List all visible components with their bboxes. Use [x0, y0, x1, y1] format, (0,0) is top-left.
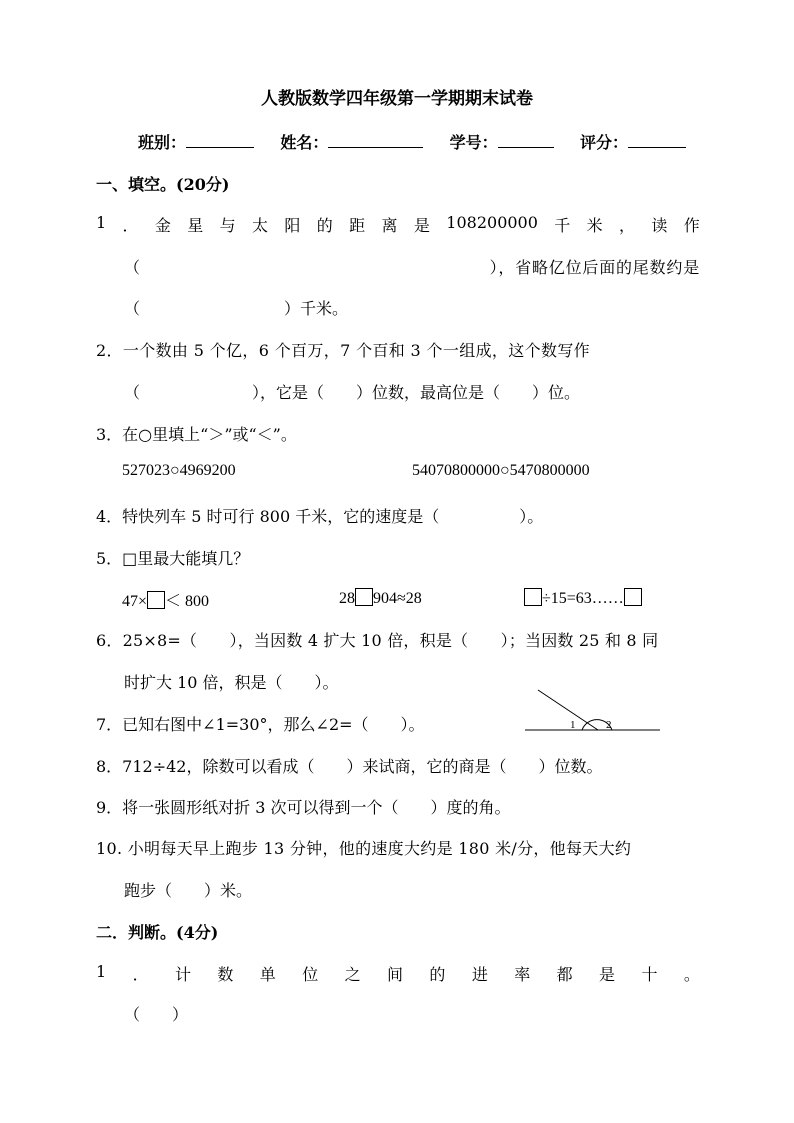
- q5-text: 5．□里最大能填几？: [96, 549, 250, 568]
- student-info-row: [138, 130, 686, 153]
- page-title: 人教版数学四年级第一学期期末试卷: [261, 89, 533, 109]
- s2-q1-token: 单: [259, 965, 276, 984]
- answer-box[interactable]: [147, 591, 165, 609]
- q4-text: 4．特快列车 5 时可行 800 千米，它的速度是（ ）。: [96, 507, 544, 526]
- class-field[interactable]: [138, 130, 254, 153]
- class-label: 班别：: [138, 133, 187, 152]
- q1-token: 与: [219, 216, 236, 235]
- q9-text: 9．将一张圆形纸对折 3 次可以得到一个（ ）度的角。: [96, 798, 511, 817]
- section2-heading: 二．判断。(4分): [96, 923, 219, 942]
- q1-token: 1: [96, 213, 107, 232]
- angle-2-label: 2: [606, 719, 612, 731]
- s2-q1-token: 十: [641, 965, 658, 984]
- q1-token: 金: [154, 216, 171, 235]
- q7-text: 7．已知右图中∠1=30°，那么∠2=（ ）。: [96, 715, 425, 734]
- q1-open-paren: （: [124, 258, 141, 277]
- q1-token: ，: [619, 216, 636, 235]
- id-field[interactable]: [450, 130, 554, 153]
- s2-q1-line2: （ ）: [124, 1005, 189, 1024]
- s2-q1-token: ．: [132, 965, 149, 984]
- q5-expr2: [339, 588, 422, 608]
- q2-line2: （ ），它是（ ）位数，最高位是（ ）位。: [124, 383, 581, 402]
- q1-token: 距: [349, 216, 366, 235]
- q6-line1: 6．25×8=（ ），当因数 4 扩大 10 倍，积是（ ）；当因数 25 和 8 同: [96, 631, 659, 650]
- q1-token: 是: [413, 216, 430, 235]
- name-label: 姓名：: [280, 133, 329, 152]
- q5-expr1: [122, 588, 209, 611]
- answer-box[interactable]: [524, 588, 542, 606]
- section1-heading: 一、填空。(20分): [96, 175, 230, 194]
- q5-expr2-a: 28: [339, 590, 355, 607]
- q10-line2: 跑步（ ）米。: [124, 881, 253, 900]
- q1-line1: [96, 213, 700, 236]
- q1-token: 星: [187, 216, 204, 235]
- q1-line2-text: ），省略亿位后面的尾数约是: [489, 258, 700, 277]
- s2-q1-token: 之: [344, 965, 361, 984]
- q6-line2: 时扩大 10 倍，积是（ ）。: [124, 673, 339, 692]
- s2-q1-token: 的: [429, 965, 446, 984]
- q3-compare-left: 527023○4969200: [122, 462, 236, 479]
- q1-token: 千: [554, 216, 571, 235]
- s2-q1-token: 1: [96, 962, 107, 981]
- s2-q1-token: 率: [514, 965, 531, 984]
- q1-token: 作: [683, 216, 700, 235]
- q5-expr3-a: ÷15=63……: [542, 590, 624, 607]
- class-blank[interactable]: [186, 133, 254, 148]
- q5-expr1-b: ＜ 800: [165, 593, 210, 610]
- q3-text: 3．在○里填上“＞”或“＜”。: [96, 425, 297, 444]
- s2-q1-line1: [96, 962, 700, 985]
- answer-box[interactable]: [624, 588, 642, 606]
- score-label: 评分：: [579, 133, 628, 152]
- q1-token: 阳: [284, 216, 301, 235]
- s2-q1-token: 。: [683, 965, 700, 984]
- s2-q1-token: 数: [217, 965, 234, 984]
- q1-line3: （ ）千米。: [124, 299, 349, 318]
- q1-token: 离: [381, 216, 398, 235]
- q1-token: 米: [586, 216, 603, 235]
- s2-q1-token: 间: [387, 965, 404, 984]
- name-blank[interactable]: [328, 133, 423, 148]
- id-blank[interactable]: [498, 133, 554, 148]
- q1-token: 108200000: [446, 213, 538, 232]
- q3-compare-right: 54070800000○5470800000: [412, 462, 590, 479]
- q1-token: ．: [122, 216, 139, 235]
- s2-q1-token: 计: [174, 965, 191, 984]
- q1-token: 的: [316, 216, 333, 235]
- score-field[interactable]: [580, 130, 686, 153]
- s2-q1-token: 位: [302, 965, 319, 984]
- s2-q1-token: 是: [599, 965, 616, 984]
- angle-ray: [538, 690, 598, 730]
- angle-diagram: [520, 684, 665, 736]
- name-field[interactable]: [280, 130, 423, 153]
- q5-expr3: [524, 588, 642, 608]
- q5-expr1-a: 47×: [122, 593, 148, 610]
- q1-token: 太: [252, 216, 269, 235]
- s2-q1-token: 都: [556, 965, 573, 984]
- q1-line2: [124, 255, 700, 278]
- angle-1-label: 1: [570, 719, 576, 731]
- answer-box[interactable]: [355, 588, 373, 606]
- id-label: 学号：: [449, 133, 498, 152]
- q8-text: 8．712÷42，除数可以看成（ ）来试商，它的商是（ ）位数。: [96, 757, 603, 776]
- score-blank[interactable]: [628, 133, 686, 148]
- s2-q1-token: 进: [471, 965, 488, 984]
- q2-line1: 2．一个数由 5 个亿，6 个百万，7 个百和 3 个一组成，这个数写作: [96, 341, 591, 360]
- q5-expr2-b: 904≈28: [373, 590, 422, 607]
- q10-line1: 10. 小明每天早上跑步 13 分钟，他的速度大约是 180 米/分，他每天大约: [96, 839, 632, 858]
- q1-token: 读: [651, 216, 668, 235]
